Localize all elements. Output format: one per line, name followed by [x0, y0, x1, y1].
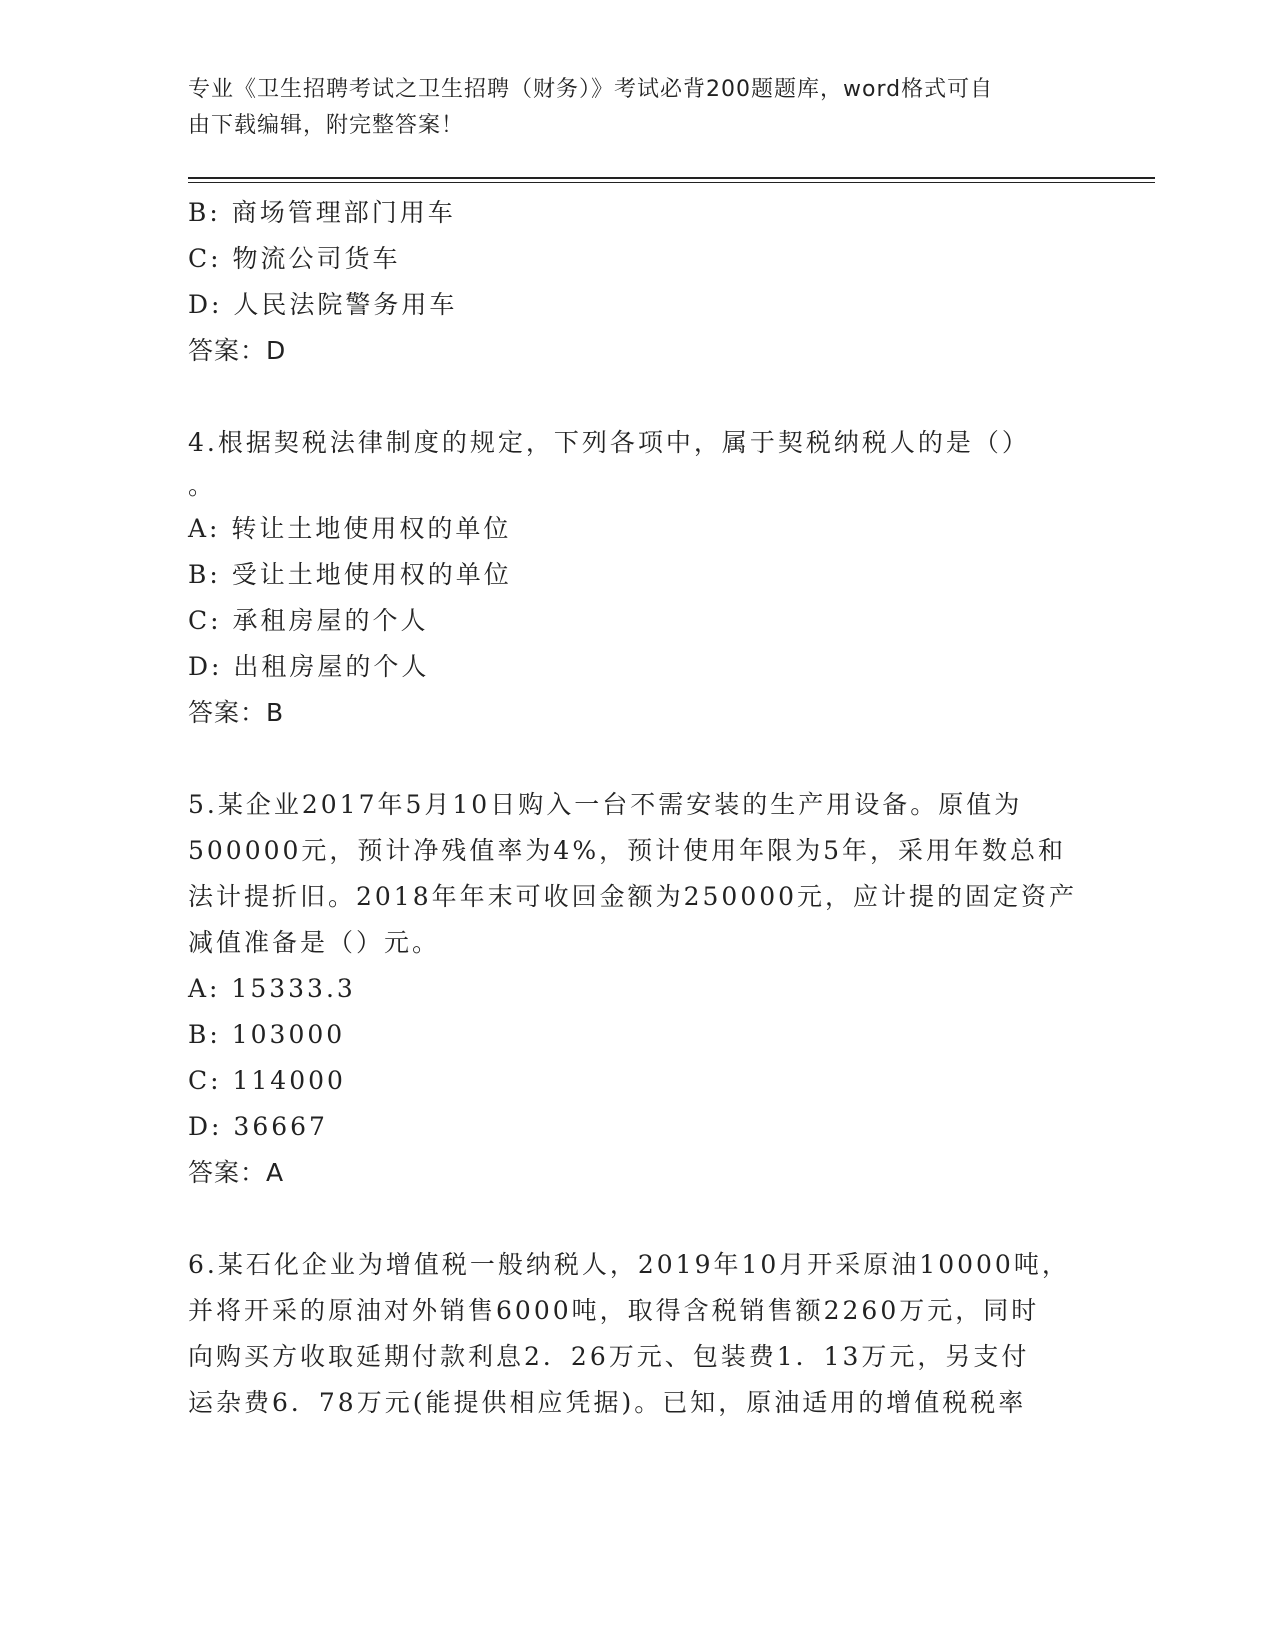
- header-line-1: 专业《卫生招聘考试之卫生招聘（财务）》考试必背200题题库，word格式可自: [188, 77, 994, 102]
- option-c: C: 承租房屋的个人: [188, 606, 429, 635]
- header-line-2: 由下载编辑，附完整答案！: [188, 113, 465, 138]
- question-stem-line: 向购买方收取延期付款利息2．26万元、包装费1．13万元，另支付: [188, 1342, 1030, 1371]
- header-rule-thin: [188, 182, 1155, 183]
- question-stem-line: 4.根据契税法律制度的规定，下列各项中，属于契税纳税人的是（）: [188, 428, 1030, 457]
- question-6: [188, 1242, 1088, 1426]
- question-stem-line: 法计提折旧。2018年年末可收回金额为250000元，应计提的固定资产: [188, 882, 1078, 911]
- spacer: [188, 736, 1088, 782]
- question-stem-line: 运杂费6．78万元(能提供相应凭据)。已知，原油适用的增值税税率: [188, 1388, 1027, 1417]
- question-stem-line: 5.某企业2017年5月10日购入一台不需安装的生产用设备。原值为: [188, 790, 1023, 819]
- option-d: D: 人民法院警务用车: [188, 290, 458, 319]
- question-stem-line: 减值准备是（）元。: [188, 928, 441, 957]
- spacer: [188, 374, 1088, 420]
- question-stem-line: 。: [188, 471, 217, 500]
- question-list: [188, 190, 1088, 1426]
- answer-line: 答案：B: [188, 698, 285, 727]
- question-4: [188, 420, 1088, 736]
- option-a: A: 15333.3: [188, 974, 356, 1003]
- option-a: A: 转让土地使用权的单位: [188, 514, 512, 543]
- option-d: D: 出租房屋的个人: [188, 652, 430, 681]
- option-d: D: 36667: [188, 1112, 328, 1141]
- question-stem-line: 6.某石化企业为增值税一般纳税人，2019年10月开采原油10000吨，: [188, 1250, 1070, 1279]
- question-3: [188, 190, 1088, 374]
- header-rule-thick: [188, 177, 1155, 179]
- document-header: [188, 72, 1068, 144]
- option-b: B: 103000: [188, 1020, 346, 1049]
- answer-line: 答案：D: [188, 336, 287, 365]
- option-c: C: 114000: [188, 1066, 346, 1095]
- option-b: B: 商场管理部门用车: [188, 198, 456, 227]
- question-stem-line: 500000元，预计净残值率为4%，预计使用年限为5年，采用年数总和: [188, 836, 1067, 865]
- option-c: C: 物流公司货车: [188, 244, 401, 273]
- question-stem-line: 并将开采的原油对外销售6000吨，取得含税销售额2260万元，同时: [188, 1296, 1040, 1325]
- option-b: B: 受让土地使用权的单位: [188, 560, 512, 589]
- answer-line: 答案：A: [188, 1158, 285, 1187]
- spacer: [188, 1196, 1088, 1242]
- question-5: [188, 782, 1088, 1196]
